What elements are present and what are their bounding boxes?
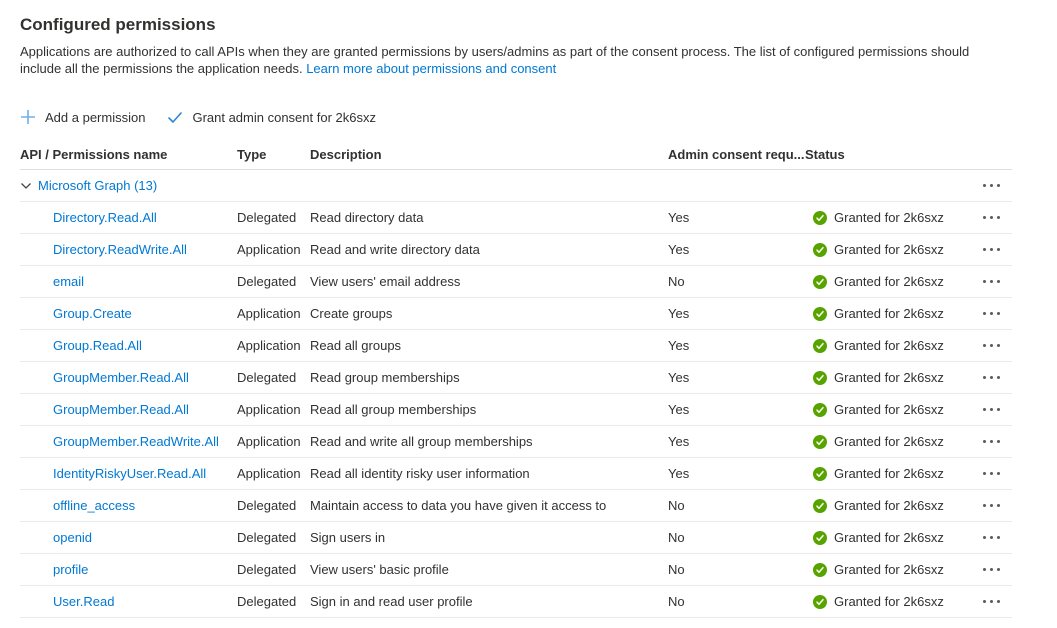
status-cell xyxy=(805,498,970,513)
permission-name-link[interactable]: profile xyxy=(53,562,89,577)
permission-type: Delegated xyxy=(237,562,297,577)
row-context-menu-button[interactable] xyxy=(977,370,1012,385)
status-label: Granted for 2k6sxz xyxy=(834,306,944,321)
group-context-menu-button[interactable] xyxy=(977,178,1012,193)
admin-consent-value: No xyxy=(668,274,685,289)
page-title: Configured permissions xyxy=(20,15,216,34)
permission-type: Application xyxy=(237,306,301,321)
row-context-menu-button[interactable] xyxy=(977,210,1012,225)
admin-consent-value: Yes xyxy=(668,370,690,385)
granted-check-icon xyxy=(813,211,827,225)
status-label: Granted for 2k6sxz xyxy=(834,242,944,257)
table-row xyxy=(20,362,1012,394)
granted-check-icon xyxy=(813,531,827,545)
admin-consent-value: No xyxy=(668,530,685,545)
permission-type: Delegated xyxy=(237,594,297,609)
permission-name-link[interactable]: email xyxy=(53,274,85,289)
granted-check-icon xyxy=(813,371,827,385)
status-label: Granted for 2k6sxz xyxy=(834,402,944,417)
description-text: Applications are authorized to call APIs when they are granted permissions by users/admins as part of the consent process. The list of configured permissions should include all the permissions the application needs. xyxy=(20,44,970,76)
status-label: Granted for 2k6sxz xyxy=(834,594,944,609)
command-bar xyxy=(20,99,1037,135)
table-row xyxy=(20,426,1012,458)
status-cell xyxy=(805,338,970,353)
granted-check-icon xyxy=(813,563,827,577)
permission-description: Read all identity risky user information xyxy=(310,466,530,481)
permission-name-link[interactable]: IdentityRiskyUser.Read.All xyxy=(53,466,207,481)
status-label: Granted for 2k6sxz xyxy=(834,466,944,481)
permission-description: Read and write all group memberships xyxy=(310,434,533,449)
grant-admin-consent-button[interactable] xyxy=(167,105,384,129)
granted-check-icon xyxy=(813,339,827,353)
table-row xyxy=(20,298,1012,330)
header-admin-consent-required[interactable]: Admin consent requ... xyxy=(668,147,805,162)
status-cell xyxy=(805,274,970,289)
row-context-menu-button[interactable] xyxy=(977,402,1012,417)
admin-consent-value: Yes xyxy=(668,210,690,225)
table-row xyxy=(20,554,1012,586)
section-description xyxy=(20,44,1010,77)
permission-description: View users' basic profile xyxy=(310,562,449,577)
permission-description: Read directory data xyxy=(310,210,424,225)
permission-name-link[interactable]: GroupMember.Read.All xyxy=(53,402,189,417)
permission-type: Delegated xyxy=(237,210,297,225)
status-cell xyxy=(805,370,970,385)
permission-type: Application xyxy=(237,466,301,481)
permissions-table xyxy=(20,140,1012,618)
permission-type: Application xyxy=(237,338,301,353)
status-label: Granted for 2k6sxz xyxy=(834,434,944,449)
status-cell xyxy=(805,434,970,449)
status-label: Granted for 2k6sxz xyxy=(834,210,944,225)
status-cell xyxy=(805,562,970,577)
table-row xyxy=(20,490,1012,522)
permission-name-link[interactable]: openid xyxy=(53,530,93,545)
permission-name-link[interactable]: Directory.Read.All xyxy=(53,210,157,225)
status-label: Granted for 2k6sxz xyxy=(834,498,944,513)
permission-description: Read group memberships xyxy=(310,370,460,385)
permission-type: Application xyxy=(237,434,301,449)
permission-description: Maintain access to data you have given it access to xyxy=(310,498,607,513)
learn-more-link[interactable]: Learn more about permissions and consent xyxy=(306,60,557,76)
status-cell xyxy=(805,594,970,609)
table-row xyxy=(20,202,1012,234)
status-label: Granted for 2k6sxz xyxy=(834,338,944,353)
permission-name-link[interactable]: Group.Read.All xyxy=(53,338,142,353)
status-cell xyxy=(805,210,970,225)
table-row xyxy=(20,586,1012,618)
permission-description: Read all group memberships xyxy=(310,402,477,417)
header-type[interactable]: Type xyxy=(237,147,267,162)
permission-type: Application xyxy=(237,402,301,417)
permission-name-link[interactable]: User.Read xyxy=(53,594,115,609)
admin-consent-value: Yes xyxy=(668,242,690,257)
status-cell xyxy=(805,466,970,481)
row-context-menu-button[interactable] xyxy=(977,306,1012,321)
table-header-row xyxy=(20,140,1012,170)
status-label: Granted for 2k6sxz xyxy=(834,370,944,385)
permission-name-link[interactable]: GroupMember.Read.All xyxy=(53,370,189,385)
chevron-down-icon[interactable] xyxy=(20,179,34,193)
add-permission-button[interactable] xyxy=(20,105,153,129)
table-row xyxy=(20,394,1012,426)
table-row xyxy=(20,522,1012,554)
header-description[interactable]: Description xyxy=(310,147,382,162)
permission-description: Sign in and read user profile xyxy=(310,594,473,609)
granted-check-icon xyxy=(813,499,827,513)
permission-description: Read all groups xyxy=(310,338,402,353)
permission-description: Sign users in xyxy=(310,530,386,545)
row-context-menu-button[interactable] xyxy=(977,498,1012,513)
permission-description: View users' email address xyxy=(310,274,461,289)
granted-check-icon xyxy=(813,243,827,257)
status-label: Granted for 2k6sxz xyxy=(834,562,944,577)
permission-type: Delegated xyxy=(237,530,297,545)
table-row xyxy=(20,458,1012,490)
status-cell xyxy=(805,242,970,257)
status-label: Granted for 2k6sxz xyxy=(834,274,944,289)
status-cell xyxy=(805,306,970,321)
admin-consent-value: No xyxy=(668,498,685,513)
permission-name-link[interactable]: Group.Create xyxy=(53,306,132,321)
admin-consent-value: No xyxy=(668,594,685,609)
row-context-menu-button[interactable] xyxy=(977,466,1012,481)
permission-name-link[interactable]: Directory.ReadWrite.All xyxy=(53,242,187,257)
admin-consent-value: Yes xyxy=(668,338,690,353)
granted-check-icon xyxy=(813,595,827,609)
admin-consent-value: Yes xyxy=(668,434,690,449)
header-api-permissions-name[interactable]: API / Permissions name xyxy=(20,147,168,162)
api-group-link[interactable]: Microsoft Graph (13) xyxy=(38,178,158,193)
permission-type: Application xyxy=(237,242,301,257)
granted-check-icon xyxy=(813,435,827,449)
row-context-menu-button[interactable] xyxy=(977,562,1012,577)
admin-consent-value: No xyxy=(668,562,685,577)
add-permission-label: Add a permission xyxy=(45,109,146,125)
row-context-menu-button[interactable] xyxy=(977,338,1012,353)
permission-description: Read and write directory data xyxy=(310,242,480,257)
permission-type: Delegated xyxy=(237,498,297,513)
granted-check-icon xyxy=(813,307,827,321)
admin-consent-value: Yes xyxy=(668,306,690,321)
status-cell xyxy=(805,402,970,417)
admin-consent-value: Yes xyxy=(668,402,690,417)
header-status[interactable]: Status xyxy=(805,147,845,162)
permission-type: Delegated xyxy=(237,274,297,289)
table-row xyxy=(20,234,1012,266)
table-row xyxy=(20,266,1012,298)
granted-check-icon xyxy=(813,403,827,417)
permission-type: Delegated xyxy=(237,370,297,385)
row-context-menu-button[interactable] xyxy=(977,594,1012,609)
row-context-menu-button[interactable] xyxy=(977,274,1012,289)
granted-check-icon xyxy=(813,467,827,481)
table-body xyxy=(20,202,1012,618)
status-cell xyxy=(805,530,970,545)
permission-name-link[interactable]: offline_access xyxy=(53,498,136,513)
permission-description: Create groups xyxy=(310,306,393,321)
row-context-menu-button[interactable] xyxy=(977,530,1012,545)
row-context-menu-button[interactable] xyxy=(977,242,1012,257)
grant-admin-consent-label: Grant admin consent for 2k6sxz xyxy=(192,109,376,125)
api-group-row xyxy=(20,170,1012,202)
table-row xyxy=(20,330,1012,362)
plus-icon xyxy=(20,109,36,125)
checkmark-icon xyxy=(167,109,183,125)
granted-check-icon xyxy=(813,275,827,289)
permission-name-link[interactable]: GroupMember.ReadWrite.All xyxy=(53,434,219,449)
status-label: Granted for 2k6sxz xyxy=(834,530,944,545)
admin-consent-value: Yes xyxy=(668,466,690,481)
row-context-menu-button[interactable] xyxy=(977,434,1012,449)
